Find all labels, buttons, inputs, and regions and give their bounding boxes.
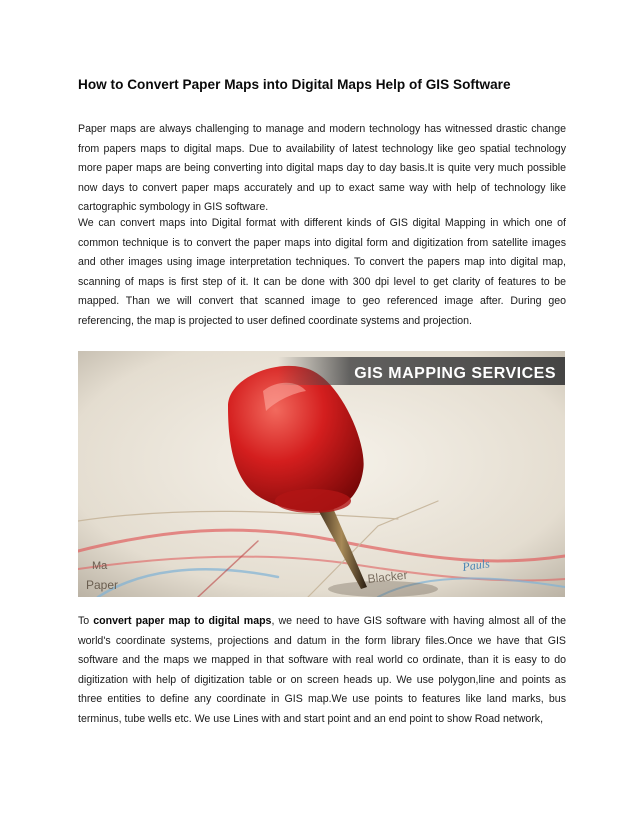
paragraph-conversion-bold: convert paper map to digital maps (93, 615, 272, 627)
map-label-blacker: Blacker (366, 567, 409, 586)
map-label-paper: Paper (86, 578, 119, 592)
map-label-ma: Ma (92, 560, 108, 572)
paragraph-conversion-rest: , we need to have GIS software with having almost all of the world's coordinate systems, projections and datum in the form library files.Once we have that GIS software and the maps we mapped in that software with real world co ordinate, than it is easy to do digitization with help of digitization table or on screen heads up. We use polygon,line and points as three entities to define any coordinate in GIS map.We use points to features like land marks, bus terminus, tube wells etc. We use Lines with and start point and an end point to show Road network, (78, 615, 566, 725)
document-title: How to Convert Paper Maps into Digital Maps Help of GIS Software (78, 77, 511, 92)
banner-text: GIS MAPPING SERVICES (354, 365, 556, 382)
paragraph-conversion (78, 612, 566, 730)
paragraph-intro: Paper maps are always challenging to manage and modern technology has witnessed drastic change from papers maps to digital maps. Due to availability of latest technology like geo spatial technology more paper maps are being converting into digital maps day to day basis.It is quite very much possible now days to convert paper maps accurately and up to exact same way with help of technology like cartographic symbology in GIS software. (78, 123, 566, 214)
pin-shadow (328, 581, 438, 597)
map-label-pauls: Pauls (461, 556, 491, 574)
gis-mapping-image (78, 351, 565, 597)
paragraph-conversion-lead: To (78, 615, 94, 627)
paragraph-technique: We can convert maps into Digital format with different kinds of GIS digital Mapping in which one of common technique is to convert the paper maps into digital form and digitization from satellite images and other images using image interpretation techniques. To convert the papers map into digital map, scanning of maps is first step of it. It can be done with 300 dpi level to get clarity of features to be mapped. Than we will convert that scanned image to geo referenced image after. During geo referencing, the map is projected to user defined coordinate systems and projection. (78, 217, 566, 327)
